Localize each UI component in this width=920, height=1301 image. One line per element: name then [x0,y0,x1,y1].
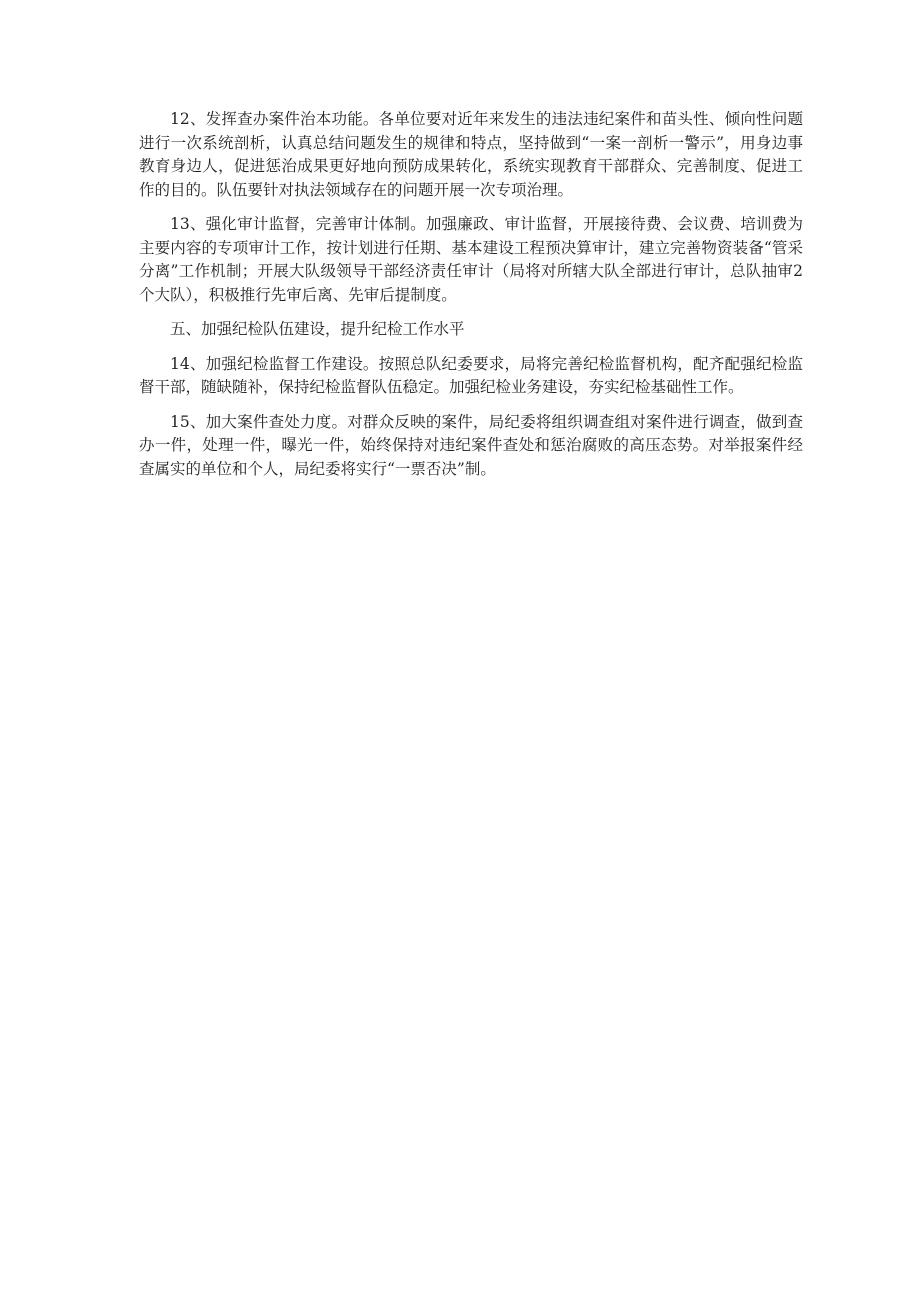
paragraph-item-13: 13、强化审计监督，完善审计体制。加强廉政、审计监督，开展接待费、会议费、培训费为主要内容的专项审计工作，按计划进行任期、基本建设工程预决算审计，建立完善物资装备“管采分离”工作机制；开展大队级领导干部经济责任审计（局将对所辖大队全部进行审计，总队抽审2个大队），积极推行先审后离、先审后提制度。 [139,215,803,304]
section-heading-5: 五、加强纪检队伍建设，提升纪检工作水平 [170,320,465,338]
document-page [139,108,803,492]
paragraph-item-12: 12、发挥查办案件治本功能。各单位要对近年来发生的违法违纪案件和苗头性、倾向性问题进行一次系统剖析，认真总结问题发生的规律和特点，坚持做到“一案一剖析一警示”，用身边事教育身边人，促进惩治成果更好地向预防成果转化，系统实现教育干部群众、完善制度、促进工作的目的。队伍要针对执法领域存在的问题开展一次专项治理。 [139,110,803,199]
paragraph-item-15: 15、加大案件查处力度。对群众反映的案件，局纪委将组织调查组对案件进行调查，做到查办一件，处理一件，曝光一件，始终保持对违纪案件查处和惩治腐败的高压态势。对举报案件经查属实的单位和个人，局纪委将实行“一票否决”制。 [139,412,803,478]
paragraph-item-14: 14、加强纪检监督工作建设。按照总队纪委要求，局将完善纪检监督机构，配齐配强纪检监督干部，随缺随补，保持纪检监督队伍稳定。加强纪检业务建设，夯实纪检基础性工作。 [139,354,803,396]
